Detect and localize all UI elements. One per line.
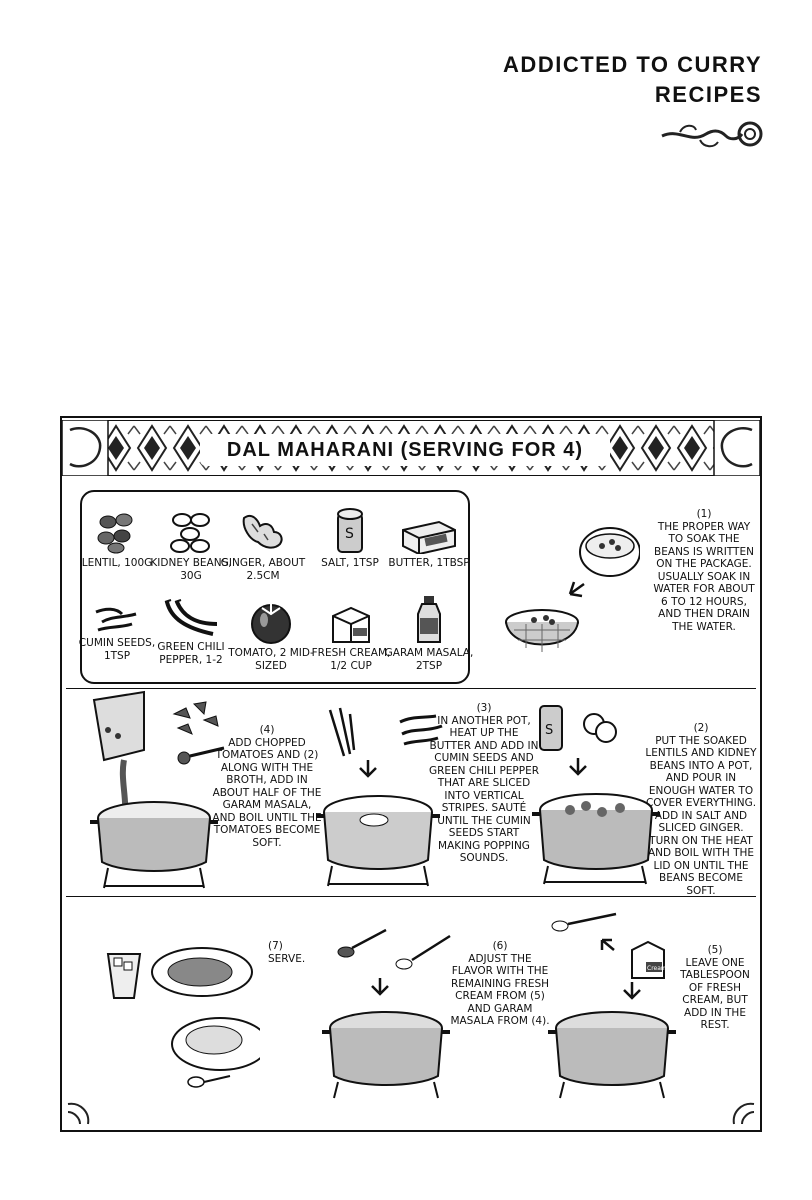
ingredient-ginger — [218, 502, 308, 583]
fresh-cream-icon — [327, 600, 375, 644]
soaking-beans-illustration — [500, 512, 640, 672]
ingredient-label: BUTTER, 1TBSP — [388, 557, 470, 569]
ginger-icon — [238, 508, 288, 554]
ingredient-label: GARAM MASALA, 2TSP — [384, 647, 474, 672]
step-text: IN ANOTHER POT, HEAT UP THE BUTTER AND ADD IN CUMIN SEEDS AND GREEN CHILI PEPPER THAT ARE SLICED INTO VERTICAL STRIPES. SAUTÉ UNTIL THE CUMIN SEEDS START MAKING POPPING SOUNDS. — [428, 714, 540, 864]
corner-ornament-icon — [728, 1100, 758, 1128]
cream-carton-label: Cream — [647, 965, 667, 972]
salt-icon — [333, 504, 367, 554]
served-dish-illustration — [100, 936, 260, 1096]
tomato-icon — [248, 600, 294, 644]
flourish-ornament-icon — [660, 118, 764, 152]
step-text: SERVE. — [268, 952, 306, 965]
ingredient-label: GREEN CHILI PEPPER, 1-2 — [157, 641, 225, 666]
ingredient-butter — [384, 502, 474, 570]
step-1 — [650, 508, 758, 633]
step-number: (2) — [693, 722, 709, 734]
step-5 — [672, 944, 758, 1032]
step-number: (1) — [696, 508, 712, 520]
ingredient-label: SALT, 1TSP — [321, 557, 379, 569]
ingredient-label: CUMIN SEEDS, 1TSP — [78, 637, 156, 662]
header-line-1: ADDICTED TO CURRY — [503, 52, 762, 77]
svg-text:S: S — [545, 723, 554, 738]
ingredient-label: GINGER, ABOUT 2.5CM — [220, 557, 306, 582]
kidney-beans-icon — [168, 508, 214, 554]
ingredient-green-chili — [146, 598, 236, 667]
corner-ornament-icon — [64, 1100, 94, 1128]
ingredient-label: LENTIL, 100G — [81, 557, 153, 569]
ingredient-label: FRESH CREAM, 1/2 CUP — [311, 647, 391, 672]
ingredient-label: TOMATO, 2 MID-SIZED — [228, 647, 314, 672]
row-divider — [66, 688, 756, 689]
ingredient-label: KIDNEY BEANS, 30G — [150, 557, 232, 582]
step-number: (4) — [259, 724, 275, 736]
step-text: LEAVE ONE TABLESPOON OF FRESH CREAM, BUT ADD IN THE REST. — [680, 956, 750, 1031]
ingredient-fresh-cream — [306, 598, 396, 673]
step-number: (5) — [707, 944, 723, 956]
step-text: ADJUST THE FLAVOR WITH THE REMAINING FRESH CREAM FROM (5) AND GARAM MASALA FROM (4). — [450, 952, 550, 1027]
step-number: (6) — [492, 940, 508, 952]
step-number: (3) — [476, 702, 492, 714]
svg-text:S: S — [345, 526, 354, 542]
step-number: (7) — [268, 940, 283, 952]
step-text: THE PROPER WAY TO SOAK THE BEANS IS WRITTEN ON THE PACKAGE. USUALLY SOAK IN WATER FOR ABOUT 6 TO 12 HOURS, AND THEN DRAIN THE WATER. — [653, 520, 755, 633]
ingredient-salt — [305, 502, 395, 570]
step-4 — [212, 724, 322, 849]
step-2 — [644, 722, 758, 897]
ingredient-tomato — [226, 598, 316, 673]
step-6-pot-illustration — [316, 920, 466, 1100]
cumin-seeds-icon — [92, 604, 142, 634]
green-chili-icon — [161, 598, 221, 638]
ingredient-garam-masala — [384, 594, 474, 673]
step-text: PUT THE SOAKED LENTILS AND KIDNEY BEANS INTO A POT, AND POUR IN ENOUGH WATER TO COVER EVERYTHING. ADD IN SALT AND SLICED GINGER. TURN ON THE HEAT AND BOIL WITH THE LID ON UNTIL THE BEANS BECOME SOFT. — [645, 734, 757, 897]
page-header — [503, 50, 762, 110]
recipe-title: DAL MAHARANI (SERVING FOR 4) — [200, 434, 610, 466]
garam-masala-icon — [414, 594, 444, 644]
step-3 — [428, 702, 540, 865]
lentil-icon — [94, 508, 140, 554]
step-6 — [448, 940, 552, 1028]
butter-icon — [399, 514, 459, 554]
header-line-2: RECIPES — [654, 82, 762, 107]
step-5-pot-illustration — [546, 910, 686, 1100]
step-text: ADD CHOPPED TOMATOES AND (2) ALONG WITH THE BROTH, ADD IN ABOUT HALF OF THE GARAM MASALA, AND BOIL UNTIL THE TOMATOES BECOME SOFT. — [212, 736, 322, 849]
